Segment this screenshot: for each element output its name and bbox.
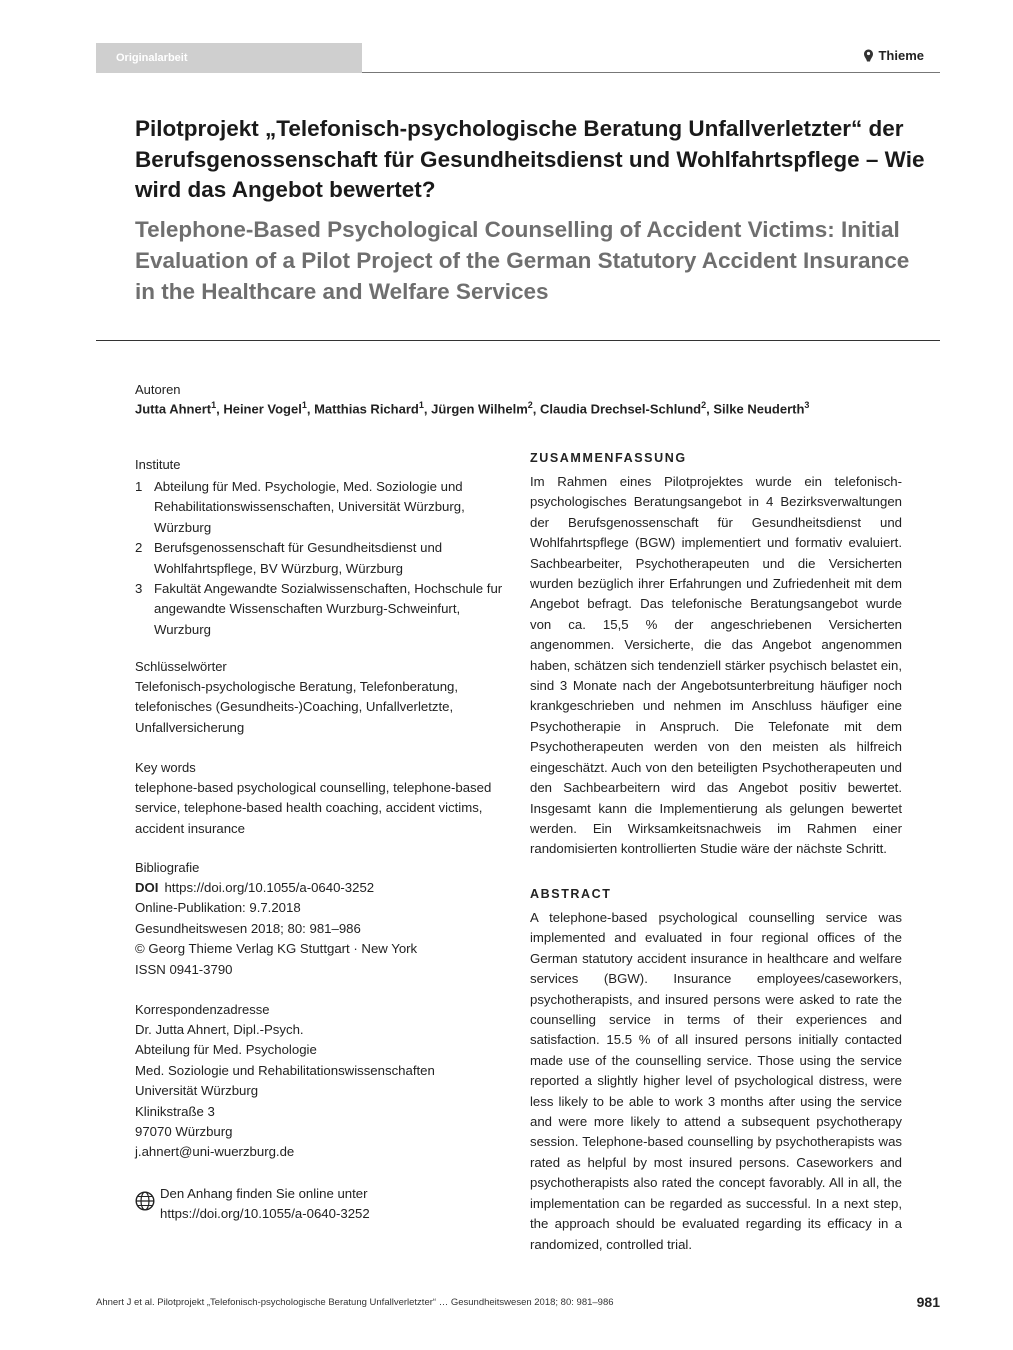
- author-name: Silke Neuderth: [713, 401, 805, 417]
- correspondence-label: Korrespondenzadresse: [135, 1002, 270, 1017]
- institute-text: Abteilung für Med. Psychologie, Med. Soziologie und Rehabilitationswissenschaften, Universität Würzburg, Würzburg: [154, 479, 465, 535]
- author-affiliation: 2: [527, 400, 533, 410]
- zusammenfassung-section: [530, 450, 902, 860]
- institute-text: Berufsgenossenschaft für Gesundheitsdienst und Wohlfahrtspflege, BV Würzburg, Würzburg: [154, 540, 443, 576]
- author-list: [135, 400, 809, 416]
- author-separator: ,: [706, 401, 714, 417]
- zusammenfassung-heading: ZUSAMMENFASSUNG: [530, 451, 687, 465]
- doi-label: DOI: [135, 880, 159, 895]
- globe-icon: [135, 1191, 155, 1211]
- header-divider: [362, 72, 940, 73]
- author-affiliation: 1: [301, 400, 307, 410]
- keywords-text: telephone-based psychological counselling, telephone-based service, telephone-based health coaching, accident victims, accident insurance: [135, 780, 492, 836]
- brand-name: Thieme: [878, 48, 924, 63]
- section-label: Originalarbeit: [96, 43, 362, 73]
- keywords-label: Key words: [135, 760, 196, 775]
- author-affiliation: 1: [211, 400, 217, 410]
- correspondence-email[interactable]: j.ahnert@uni-wuerzburg.de: [135, 1144, 295, 1160]
- institute-item: [135, 579, 507, 640]
- correspondence-section: [135, 1000, 507, 1163]
- institute-list: [135, 477, 507, 640]
- appendix-text: Den Anhang finden Sie online unter https://doi.org/10.1055/a-0640-3252: [160, 1186, 370, 1222]
- schluesselwoerter-text: Telefonisch-psychologische Beratung, Telefonberatung, telefonisches (Gesundheits-)Coaching, Unfallverletzte, Unfallversicherung: [135, 679, 459, 735]
- abstract-text: A telephone-based psychological counselling service was implemented and evaluated in four regional offices of the German statutory accident insurance in healthcare and welfare services (BGW). Insurance employees/caseworkers, psychotherapists, and insured persons were asked to rate the counselling service in terms of their experiences and satisfaction. 15.5 % of all insured persons initially contacted made use of the counselling service. Those using the service reported a slightly higher level of psychological distress, were less likely to be able to work 3 months after using the service and were more likely to attend a subsequent psychotherapy session. Telephone-based counselling by psychotherapists was rated as helpful by most insured persons. Caseworkers and psychotherapists also rated the concept favorably. All in all, the implementation can be regarded as successful. In a next step, the approach should be evaluated regarding its efficacy in a randomized, controlled trial.: [530, 910, 902, 1252]
- title-divider: [96, 340, 940, 341]
- page-number: 981: [916, 1294, 940, 1310]
- author-separator: ,: [216, 401, 224, 417]
- author-affiliation: 2: [701, 400, 707, 410]
- institute-item: [135, 538, 507, 579]
- institute-label: Institute: [135, 457, 181, 472]
- author-separator: ,: [423, 401, 432, 417]
- keywords-section: [135, 758, 507, 839]
- online-publication: Online-Publikation: 9.7.2018: [135, 900, 301, 916]
- copyright-line: © Georg Thieme Verlag KG Stuttgart · New York: [135, 941, 418, 957]
- author-name: Heiner Vogel: [223, 401, 302, 417]
- author-affiliation: 1: [418, 400, 424, 410]
- authors-label: Autoren: [135, 382, 181, 397]
- footer-citation: Ahnert J et al. Pilotprojekt „Telefonisch-psychologische Beratung Unfallverletzter“ … Gesundheitswesen 2018; 80: 981–986: [96, 1297, 614, 1308]
- publisher-logo: [863, 48, 924, 63]
- institute-text: Fakultät Angewandte Sozialwissenschaften, Hochschule fur angewandte Wissenschaften Wurzburg-Schweinfurt, Wurzburg: [154, 581, 503, 637]
- author-name: Jutta Ahnert: [135, 401, 212, 417]
- appendix-note: [135, 1184, 507, 1225]
- correspondence-line: Med. Soziologie und Rehabilitationswissenschaften: [135, 1062, 435, 1078]
- correspondence-line: Dr. Jutta Ahnert, Dipl.-Psych.: [135, 1022, 304, 1037]
- author-affiliation: 3: [804, 400, 810, 410]
- abstract-heading: ABSTRACT: [530, 887, 612, 901]
- bibliografie-label: Bibliografie: [135, 860, 200, 875]
- bibliografie-section: [135, 858, 507, 980]
- author-name: Jürgen Wilhelm: [431, 401, 528, 417]
- institute-item: [135, 477, 507, 538]
- thieme-seal-icon: [863, 49, 874, 62]
- zusammenfassung-text: Im Rahmen eines Pilotprojektes wurde ein telefonisch-psychologisches Beratungsangebot in 4 Bezirksverwaltungen der Berufsgenossenschaft für Gesundheitsdienst und Wohlfahrtspflege (BGW) implementiert und formativ evaluiert. Sachbearbeiter, Psychotherapeuten und die Versicherten wurden bezüglich ihrer Erfahrungen und Zufriedenheit mit dem Angebot befragt. Das telefonische Beratungsangebot wurde von ca. 15,5 % der angeschriebenen Versicherten angenommen. Versicherte, die das Angebot angenommen haben, schätzen sich tendenziell stärker psychisch belastet ein, sind 3 Monate nach der Angebotsunterbreitung häufiger noch krankgeschrieben und nehmen im Anschluss häufiger eine Psychotherapie in Anspruch. Die Telefonate mit dem Psychotherapeuten werden von den meisten als hilfreich eingeschätzt. Auch von den beteiligten Psychotherapeuten und den Sachbearbeitern wird das Angebot positiv bewertet. Insgesamt kann die Implementierung als gelungen bewertet werden. Ein Wirksamkeitsnachweis im Rahmen einer randomisierten kontrollierten Studie wäre der nächste Schritt.: [530, 474, 902, 857]
- institute-section: [135, 455, 507, 640]
- institute-number: 2: [135, 540, 143, 556]
- correspondence-line: 97070 Würzburg: [135, 1124, 233, 1140]
- author-name: Matthias Richard: [314, 401, 419, 417]
- schluesselwoerter-section: [135, 657, 507, 738]
- author-name: Claudia Drechsel-Schlund: [540, 401, 702, 417]
- institute-number: 3: [135, 581, 143, 597]
- author-separator: ,: [532, 401, 541, 417]
- title-english: Telephone-Based Psychological Counselling of Accident Victims: Initial Evaluation of a Pilot Project of the German Statutory Accident Insurance in the Healthcare and Welfare Services: [135, 217, 910, 304]
- title-german: Pilotprojekt „Telefonisch-psychologische Beratung Unfallverletzter“ der Berufsgenossenschaft für Gesundheitsdienst und Wohlfahrtspflege – Wie wird das Angebot bewertet?: [135, 116, 925, 202]
- doi-line: [135, 878, 507, 898]
- correspondence-line: Abteilung für Med. Psychologie: [135, 1042, 317, 1058]
- institute-number: 1: [135, 479, 143, 494]
- abstract-section: [530, 886, 902, 1255]
- journal-citation: Gesundheitswesen 2018; 80: 981–986: [135, 920, 361, 936]
- schluesselwoerter-label: Schlüsselwörter: [135, 659, 227, 674]
- issn-line: ISSN 0941-3790: [135, 961, 233, 977]
- correspondence-line: Universität Würzburg: [135, 1083, 259, 1099]
- correspondence-line: Klinikstraße 3: [135, 1103, 215, 1119]
- author-separator: ,: [306, 401, 315, 417]
- doi-link[interactable]: https://doi.org/10.1055/a-0640-3252: [164, 880, 375, 895]
